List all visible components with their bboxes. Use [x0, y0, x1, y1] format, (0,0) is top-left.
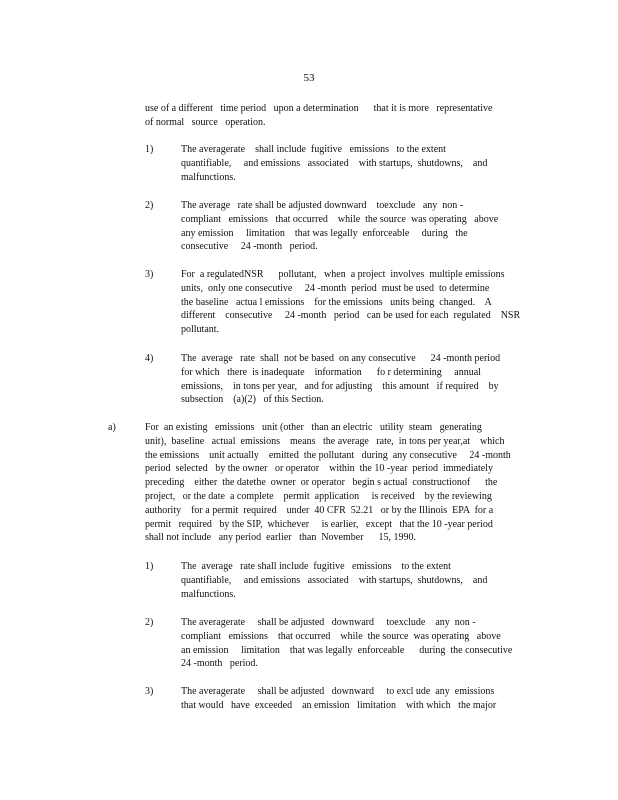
- list-item-line: For a regulatedNSR pollutant, when a project involves multiple emissions: [181, 269, 505, 280]
- list-item-line: The averagerate shall be adjusted downward to excl ude any emissions: [181, 686, 495, 697]
- list-item-line: the baseline actua l emissions for the emissions units being changed. A: [181, 296, 492, 308]
- list-item-line: 24 -month period.: [181, 658, 258, 670]
- paragraph-line: unit), baseline actual emissions means the average rate, in tons per year,at which: [145, 435, 505, 447]
- page-number: 53: [303, 72, 315, 84]
- list-item-number: 3): [145, 686, 154, 697]
- list-item-line: for which there is inadequate information fo r determining annual: [181, 366, 481, 378]
- list-item-number: 2): [145, 200, 154, 211]
- list-item-line: any emission limitation that was legally enforceable during the: [181, 227, 468, 239]
- paragraph-line: period selected by the owner or operator within the 10 -year period immediately: [145, 463, 493, 475]
- list-item-number: 2): [145, 617, 154, 628]
- list-item-line: emissions, in tons per year, and for adjusting this amount if required by: [181, 380, 499, 392]
- paragraph-line: For an existing emissions unit (other than an electric utility steam generating: [145, 422, 482, 433]
- intro-line: use of a different time period upon a determination that it is more representative: [145, 103, 493, 114]
- list-item-line: compliant emissions that occurred while the source was operating above: [181, 630, 501, 642]
- list-item-line: The averagerate shall include fugitive emissions to the extent: [181, 144, 446, 155]
- list-item-line: pollutant.: [181, 324, 220, 336]
- list-item-number: 1): [145, 144, 154, 155]
- list-item-line: The averagerate shall be adjusted downward toexclude any non -: [181, 617, 476, 628]
- list-item-line: malfunctions.: [181, 588, 236, 600]
- list-item-line: malfunctions.: [181, 171, 236, 183]
- list-item-line: subsection (a)(2) of this Section.: [181, 394, 324, 406]
- list-item-line: different consecutive 24 -month period can be used for each regulated NSR: [181, 310, 521, 322]
- list-item-line: quantifiable, and emissions associated with startups, shutdowns, and: [181, 157, 488, 169]
- paragraph-line: project, or the date a complete permit application is received by the reviewing: [145, 491, 492, 502]
- intro-line: of normal source operation.: [145, 116, 266, 128]
- list-item-line: The average rate shall be adjusted downward toexclude any non -: [181, 200, 464, 211]
- list-item-number: 4): [145, 353, 154, 364]
- list-item-line: The average rate shall not be based on any consecutive 24 -month period: [181, 353, 501, 364]
- list-item-line: quantifiable, and emissions associated with startups, shutdowns, and: [181, 574, 488, 586]
- paragraph-line: preceding either the datethe owner or operator begin s actual constructionof the: [145, 477, 498, 489]
- list-item-line: that would have exceeded an emission limitation with which the major: [181, 699, 497, 711]
- paragraph-label: a): [108, 422, 116, 433]
- list-item-line: an emission limitation that was legally enforceable during the consecutive: [181, 644, 513, 656]
- paragraph-line: permit required by the SIP, whichever is earlier, except that the 10 -year period: [145, 518, 493, 530]
- list-item-line: The average rate shall include fugitive emissions to the extent: [181, 561, 451, 572]
- list-item-line: units, only one consecutive 24 -month period must be used to determine: [181, 282, 490, 294]
- list-item-line: consecutive 24 -month period.: [181, 241, 318, 253]
- paragraph-line: the emissions unit actually emitted the pollutant during any consecutive 24 -month: [145, 449, 511, 461]
- paragraph-line: authority for a permit required under 40 CFR 52.21 or by the Illinois EPA for a: [145, 504, 494, 516]
- list-item-line: compliant emissions that occurred while the source was operating above: [181, 213, 499, 225]
- paragraph-line: shall not include any period earlier than November 15, 1990.: [145, 532, 417, 544]
- list-item-number: 3): [145, 269, 154, 280]
- list-item-number: 1): [145, 561, 154, 572]
